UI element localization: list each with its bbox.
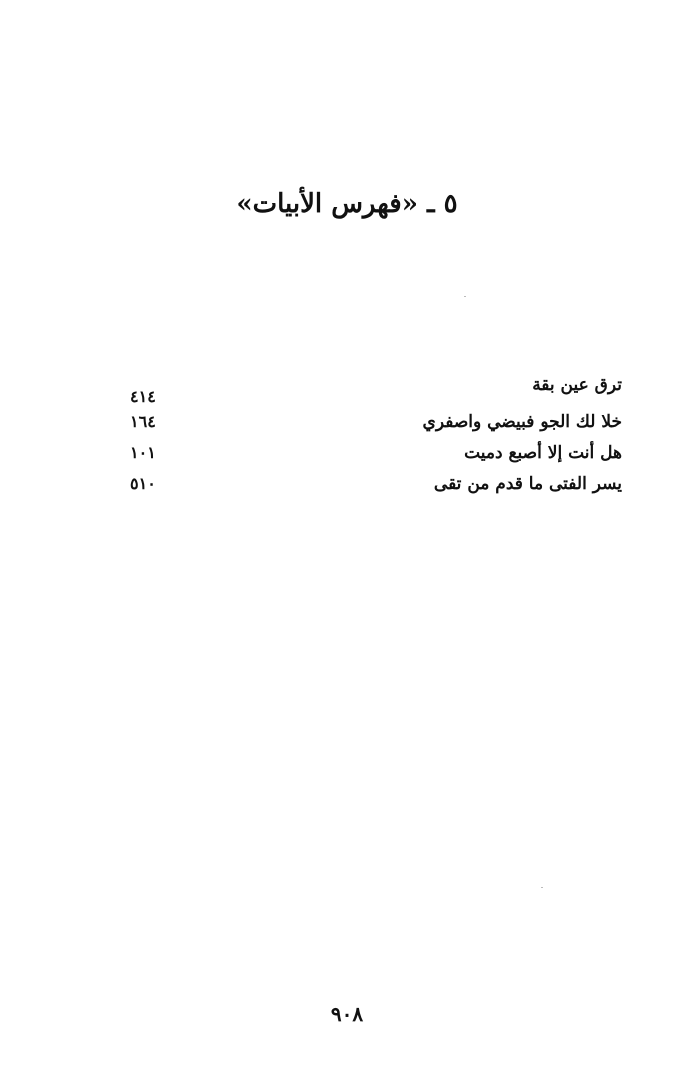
page-number: ١٦٤ xyxy=(130,412,156,431)
verse-index-list xyxy=(130,372,622,502)
list-item xyxy=(130,440,622,471)
list-item xyxy=(130,409,622,440)
list-item xyxy=(130,372,622,409)
page-title: ٥ ـ «فهرس الأبيات» xyxy=(236,189,458,219)
verse-text: ترق عين بقة xyxy=(532,375,622,395)
page-number: ١٠١ xyxy=(130,443,156,462)
verse-text: خلا لك الجو فبيضي واصفري xyxy=(422,412,622,432)
list-item xyxy=(130,471,622,502)
folio-page-number: ٩٠٨ xyxy=(330,1002,364,1026)
scan-speck xyxy=(541,887,543,888)
verse-text: هل أنت إلا أصبع دميت xyxy=(464,443,622,463)
scan-speck xyxy=(464,296,466,297)
page-number: ٥١٠ xyxy=(130,474,156,493)
page-number: ٤١٤ xyxy=(130,387,156,406)
verse-text: يسر الفتى ما قدم من تقى xyxy=(433,474,622,494)
